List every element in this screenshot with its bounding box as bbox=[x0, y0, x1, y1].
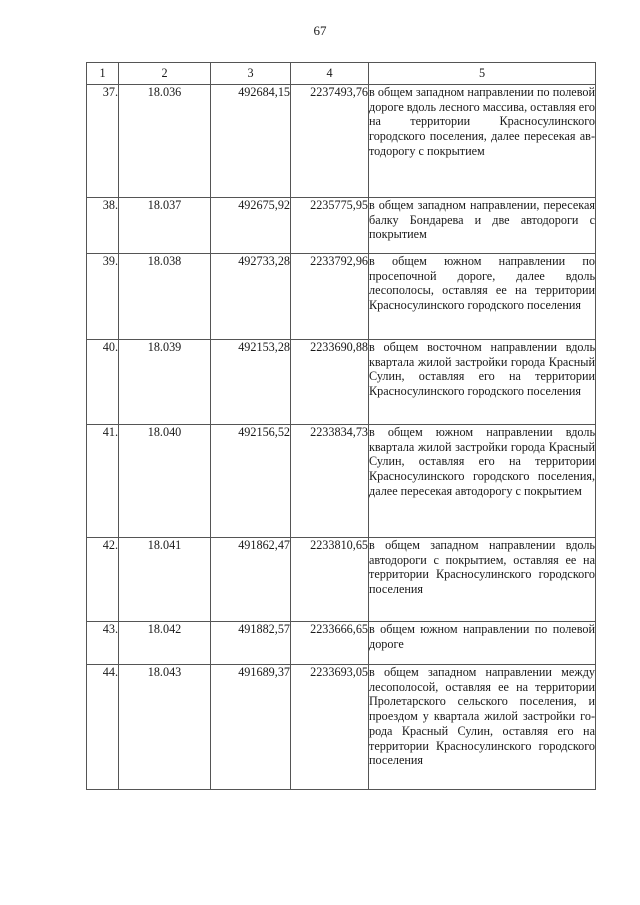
direction-description: в общем южном направлении вдоль квартала жилой застройки города Красный Сулин, оставляя его на территории Красносулинского городского поселения, далее пересекая автодорогу с покрытием bbox=[369, 425, 596, 538]
coordinate-x: 492733,28 bbox=[211, 254, 291, 340]
table-row bbox=[87, 85, 596, 198]
point-id: 18.037 bbox=[119, 198, 211, 254]
row-number: 42. bbox=[87, 538, 119, 622]
coordinate-x: 491689,37 bbox=[211, 665, 291, 790]
coordinate-x: 491862,47 bbox=[211, 538, 291, 622]
direction-description: в общем западном направлении, пересекая балку Бондарева и две автодороги с покрытием bbox=[369, 198, 596, 254]
point-id: 18.036 bbox=[119, 85, 211, 198]
column-header-5: 5 bbox=[369, 63, 596, 85]
row-number: 40. bbox=[87, 340, 119, 425]
row-number: 38. bbox=[87, 198, 119, 254]
coordinate-y: 2233834,73 bbox=[291, 425, 369, 538]
table-header-row bbox=[87, 63, 596, 85]
coordinate-y: 2233666,65 bbox=[291, 622, 369, 665]
point-id: 18.039 bbox=[119, 340, 211, 425]
page-number: 67 bbox=[313, 23, 327, 38]
table-row bbox=[87, 622, 596, 665]
coordinate-y: 2233690,88 bbox=[291, 340, 369, 425]
coordinate-x: 492156,52 bbox=[211, 425, 291, 538]
point-id: 18.038 bbox=[119, 254, 211, 340]
table-row bbox=[87, 254, 596, 340]
table-row bbox=[87, 198, 596, 254]
row-number: 37. bbox=[87, 85, 119, 198]
coordinate-y: 2233693,05 bbox=[291, 665, 369, 790]
direction-description: в общем южном направлении по полевой дороге bbox=[369, 622, 596, 665]
coordinate-x: 492684,15 bbox=[211, 85, 291, 198]
coordinate-x: 491882,57 bbox=[211, 622, 291, 665]
point-id: 18.040 bbox=[119, 425, 211, 538]
coordinate-y: 2233810,65 bbox=[291, 538, 369, 622]
table-row bbox=[87, 425, 596, 538]
column-header-1: 1 bbox=[87, 63, 119, 85]
coordinate-x: 492153,28 bbox=[211, 340, 291, 425]
point-id: 18.043 bbox=[119, 665, 211, 790]
table-row bbox=[87, 665, 596, 790]
row-number: 41. bbox=[87, 425, 119, 538]
coordinate-y: 2233792,96 bbox=[291, 254, 369, 340]
boundary-table bbox=[86, 62, 596, 790]
row-number: 39. bbox=[87, 254, 119, 340]
point-id: 18.041 bbox=[119, 538, 211, 622]
table-row bbox=[87, 340, 596, 425]
coordinate-y: 2235775,95 bbox=[291, 198, 369, 254]
direction-description: в общем западном направлении вдоль автодороги с покрытием, оставляя ее на территории Красносулинского городского поселения bbox=[369, 538, 596, 622]
direction-description: в общем западном направлении по полевой дороге вдоль лесного массива, оставляя его на территории Красносулинского городского поселения, далее пересекая автодорогу с покрытием bbox=[369, 85, 596, 198]
row-number: 43. bbox=[87, 622, 119, 665]
coordinate-y: 2237493,76 bbox=[291, 85, 369, 198]
column-header-2: 2 bbox=[119, 63, 211, 85]
direction-description: в общем восточном направлении вдоль квартала жилой застройки города Красный Сулин, оставляя его на территории Красносулинского городского поселения bbox=[369, 340, 596, 425]
row-number: 44. bbox=[87, 665, 119, 790]
direction-description: в общем западном направлении между лесополосой, оставляя ее на территории Пролетарского сельского поселения, и проездом у квартала жилой застройки города Красный Сулин, оставляя его на территории Красносулинского городского поселения bbox=[369, 665, 596, 790]
direction-description: в общем южном направлении по просепочной дороге, далее вдоль лесополосы, оставляя ее на территории Красносулинского городского поселения bbox=[369, 254, 596, 340]
table-row bbox=[87, 538, 596, 622]
column-header-4: 4 bbox=[291, 63, 369, 85]
point-id: 18.042 bbox=[119, 622, 211, 665]
coordinate-x: 492675,92 bbox=[211, 198, 291, 254]
column-header-3: 3 bbox=[211, 63, 291, 85]
